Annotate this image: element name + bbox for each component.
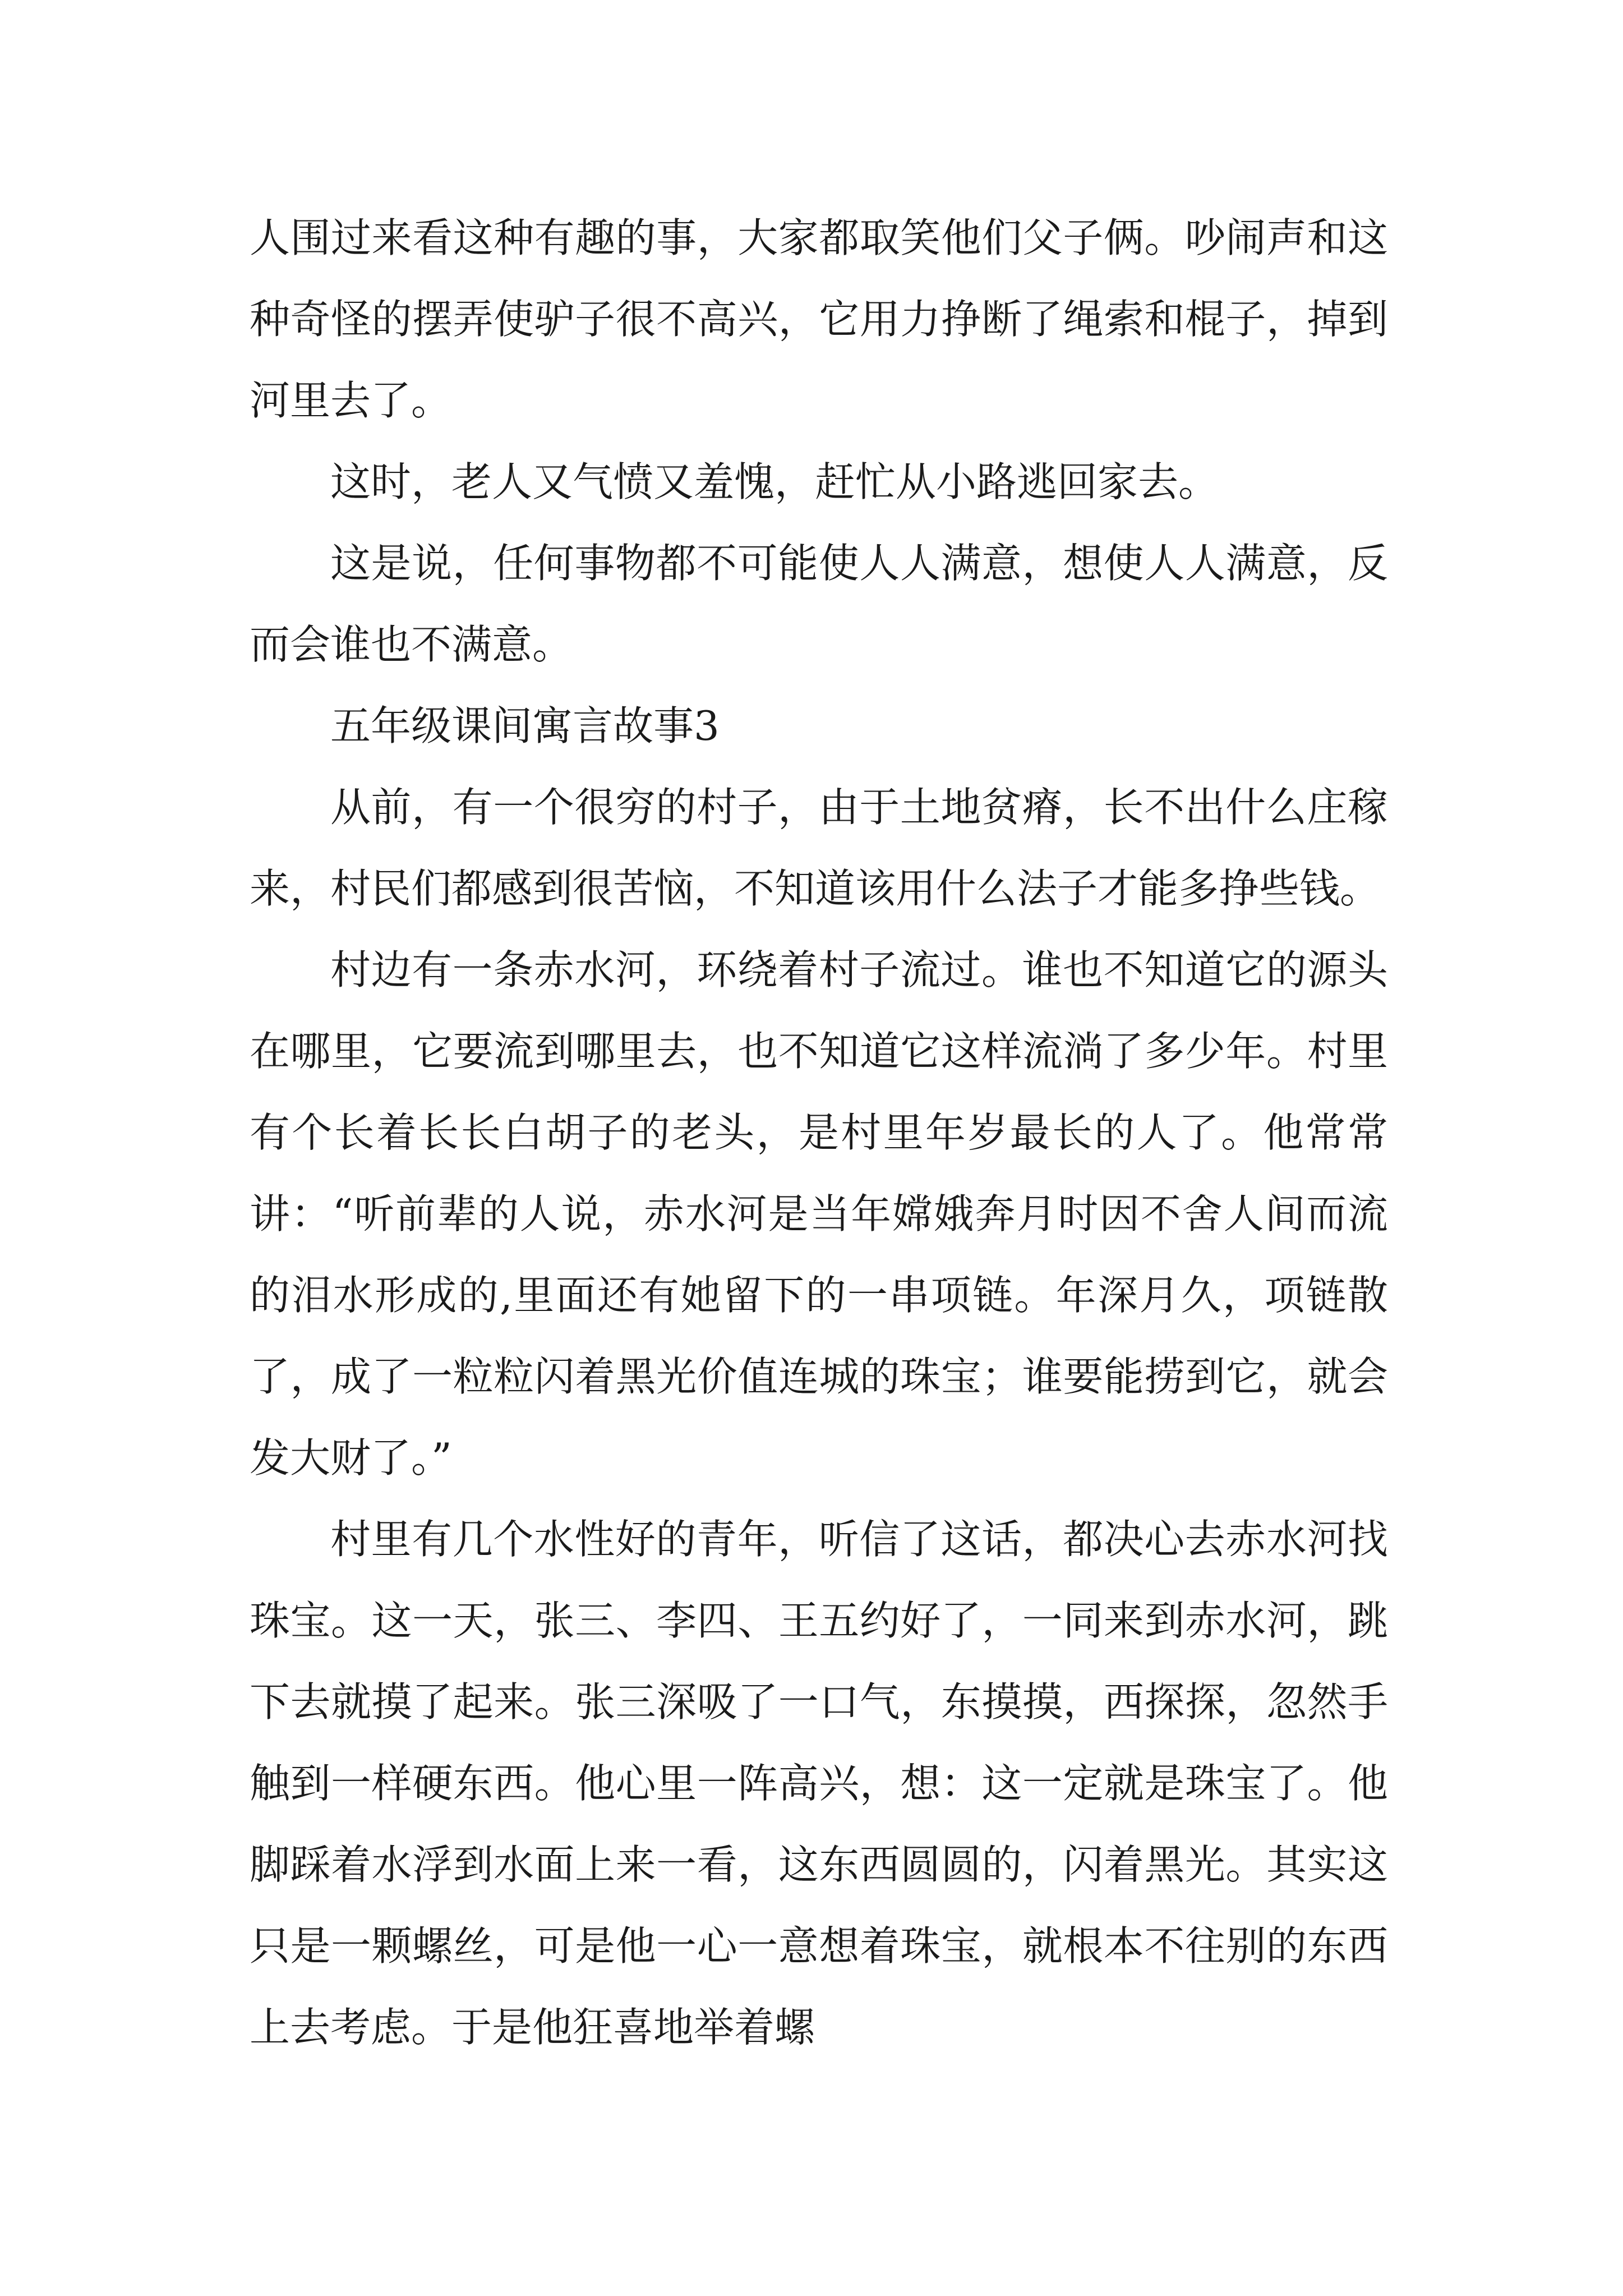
paragraph: 这是说，任何事物都不可能使人人满意，想使人人满意，反而会谁也不满意。 — [250, 540, 1388, 668]
paragraph-continuation: 人围过来看这种有趣的事，大家都取笑他们父子俩。吵闹声和这种奇怪的摆弄使驴子很不高兴，它用力挣断了绳索和棍子，掉到河里去了。 — [250, 214, 1388, 424]
paragraph: 村边有一条赤水河，环绕着村子流过。谁也不知道它的源头在哪里，它要流到哪里去，也不知道它这样流淌了多少年。村里有个长着长长白胡子的老头，是村里年岁最长的人了。他常常讲：“听前辈的人说，赤水河是当年嫦娥奔月时因不舍人间而流的泪水形成的,里面还有她留下的一串项链。年深月久，项链散了，成了一粒粒闪着黑光价值连城的珠宝；谁要能捞到它，就会发大财了。” — [250, 946, 1388, 1481]
section-heading: 五年级课间寓言故事3 — [330, 702, 720, 749]
paragraph: 村里有几个水性好的青年，听信了这话，都决心去赤水河找珠宝。这一天，张三、李四、王五约好了，一同来到赤水河，跳下去就摸了起来。张三深吸了一口气，东摸摸，西探探，忽然手触到一样硬东西。他心里一阵高兴，想：这一定就是珠宝了。他脚踩着水浮到水面上来一看，这东西圆圆的，闪着黑光。其实这只是一颗螺丝，可是他一心一意想着珠宝，就根本不往别的东西上去考虑。于是他狂喜地举着螺 — [250, 1516, 1388, 2051]
paragraph: 从前，有一个很穷的村子，由于土地贫瘠，长不出什么庄稼来，村民们都感到很苦恼，不知道该用什么法子才能多挣些钱。 — [250, 784, 1388, 912]
paragraph: 这时，老人又气愤又羞愧，赶忙从小路逃回家去。 — [330, 458, 1219, 505]
document-body — [250, 197, 1388, 2068]
